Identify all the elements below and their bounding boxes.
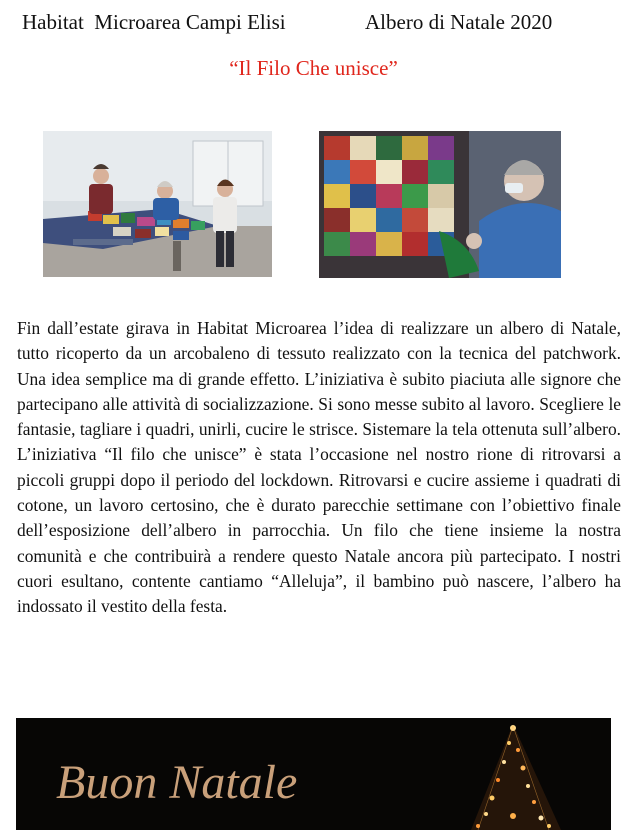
banner-greeting: Buon Natale xyxy=(56,756,298,809)
photo-quilt-illustration xyxy=(319,131,561,278)
header-right-title: Albero di Natale 2020 xyxy=(365,10,553,34)
photo-group-illustration xyxy=(43,131,272,277)
christmas-banner xyxy=(16,718,611,830)
page-subtitle: “Il Filo Che unisce” xyxy=(229,56,398,80)
header-left-title: Habitat Microarea Campi Elisi xyxy=(22,10,286,34)
article-body: Fin dall’estate girava in Habitat Microarea l’idea di realizzare un albero di Natale, tutto ricoperto da un arcobaleno di tessuto realizzato con la tecnica del patchwork. Una idea semplice ma di grande effetto. L’iniziativa è subito piaciuta alle signore che partecipano alle attività di socializzazione. Si sono messe subito al lavoro. Scegliere le fantasie, tagliare i quadri, unirli, cucire le strisce. Sistemare la tela ottenuta sull’albero. L’iniziativa “Il filo che unisce” è stata l’occasione nel nostro rione di ritrovarsi a piccoli gruppi dopo il periodo del lockdown. Ritrovarsi e cucire assieme i quadrati di cotone, un lavoro certosino, che è durato parecchie settimane con l’obiettivo finale dell’esposizione dell’albero in parrocchia. Un filo che tiene insieme la nostra comunità e che contribuirà a rendere questo Natale ancora più partecipato. I nostri cuori esultano, contente cantiamo “Alleluja”, il bambino può nascere, l’albero ha indossato il vestito della festa. xyxy=(17,318,621,617)
photo-woman-quilt xyxy=(319,131,561,278)
banner-illustration xyxy=(16,718,611,830)
page-header xyxy=(0,6,627,38)
photo-group-patchwork xyxy=(43,131,272,277)
